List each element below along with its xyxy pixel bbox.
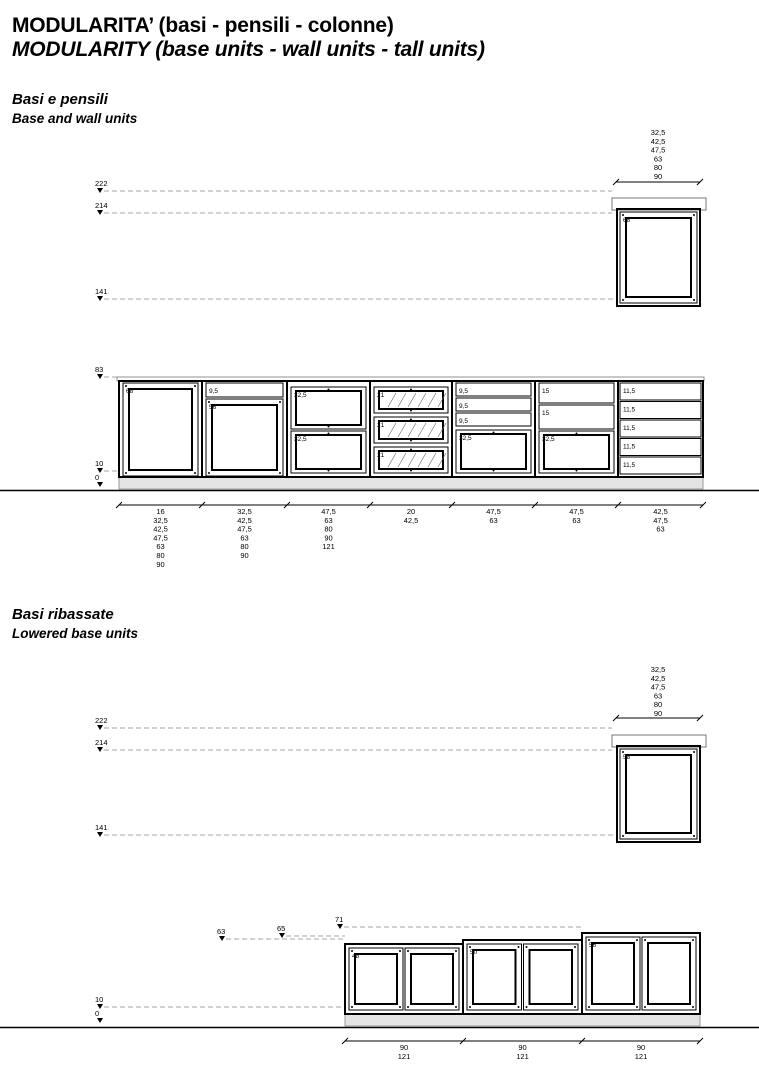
screw-dot xyxy=(574,1006,576,1008)
glass-hatch xyxy=(408,393,416,407)
base-unit-width-value: 20 xyxy=(406,507,416,516)
glass-hatch xyxy=(388,423,396,437)
screw-dot xyxy=(410,389,412,391)
wall-unit-width-value: 42,5 xyxy=(650,136,666,146)
section1-title-english: Base and wall units xyxy=(12,111,138,126)
level2-63-label: 63 xyxy=(217,927,226,936)
base-unit-width-value: 90 xyxy=(156,559,165,569)
title-english: MODULARITY (base units - wall units - tall units) xyxy=(12,38,485,61)
wall-unit-door-2 xyxy=(620,749,697,839)
screw-dot xyxy=(399,1006,401,1008)
glass-hatch xyxy=(388,393,396,407)
glass-hatch xyxy=(428,423,436,437)
title-italian: MODULARITA’ (basi - pensili - colonne) xyxy=(12,14,394,37)
screw-dot xyxy=(279,472,281,474)
level-marker xyxy=(97,374,103,379)
section2-title-english: Lowered base units xyxy=(12,626,139,641)
base-unit-width-value: 32,5 xyxy=(237,507,252,516)
base-unit-shallow-drawer-size-label: 11,5 xyxy=(623,462,636,469)
base-unit-width-value: 80 xyxy=(240,542,249,552)
level-10-label: 10 xyxy=(95,459,104,468)
screw-dot xyxy=(574,946,576,948)
screw-dot xyxy=(208,401,210,403)
section1-title-italian: Basi e pensili xyxy=(12,91,108,108)
base-unit-width-value: 42,5 xyxy=(653,507,668,516)
base-unit-width-value: 90 xyxy=(324,533,333,543)
level-marker xyxy=(337,924,343,929)
screw-dot xyxy=(194,472,196,474)
base-unit-medium-drawer xyxy=(539,383,614,403)
plinth-2 xyxy=(345,1014,700,1026)
screw-dot xyxy=(693,299,695,301)
base-unit-door-size-label: 68 xyxy=(126,388,134,395)
lowered-base-unit-door-left-size-label: 56 xyxy=(589,942,597,949)
level-marker xyxy=(97,296,103,301)
screw-dot xyxy=(469,946,471,948)
screw-dot xyxy=(588,1006,590,1008)
screw-dot xyxy=(526,1006,528,1008)
wall-unit-width-value: 63 xyxy=(653,154,663,164)
screw-dot xyxy=(692,1006,694,1008)
level-141-label: 141 xyxy=(95,287,108,296)
glass-hatch xyxy=(398,393,406,407)
screw-dot xyxy=(526,946,528,948)
level2-71-label: 71 xyxy=(335,915,344,924)
screw-dot xyxy=(125,472,127,474)
lowered-base-unit-width-value: 121 xyxy=(516,1051,529,1061)
base-unit-shallow-drawer-size-label: 11,5 xyxy=(623,443,636,451)
base-unit-width-value: 42,5 xyxy=(237,515,252,525)
screw-dot xyxy=(328,389,330,391)
screw-dot xyxy=(351,950,353,952)
screw-dot xyxy=(194,385,196,387)
base-unit-width-value: 63 xyxy=(156,542,165,552)
base-unit-width-value: 63 xyxy=(489,515,498,525)
glass-hatch xyxy=(418,393,426,407)
lowered-base-unit-door-left-inner xyxy=(592,943,634,1004)
screw-dot xyxy=(636,1006,638,1008)
base-unit-medium-drawer-size-label: 15 xyxy=(542,410,550,417)
level-marker xyxy=(97,482,103,487)
lowered-base-unit-door-right xyxy=(524,944,579,1010)
lowered-base-unit-door-right-inner xyxy=(530,950,573,1004)
glass-hatch xyxy=(398,453,406,467)
glass-hatch xyxy=(418,423,426,437)
base-unit-width-value: 47,5 xyxy=(153,533,168,543)
base-unit-width-value: 63 xyxy=(324,515,333,525)
screw-dot xyxy=(328,470,330,472)
screw-dot xyxy=(644,939,646,941)
base-unit-width-value: 80 xyxy=(156,551,165,560)
base-unit-width-value: 32,5 xyxy=(153,515,168,525)
level-marker xyxy=(97,725,103,730)
base-unit-width-value: 47,5 xyxy=(569,507,584,516)
level-0-label: 0 xyxy=(95,473,100,482)
screw-dot xyxy=(493,470,495,472)
screw-dot xyxy=(410,440,412,442)
wall-unit-width-value-2: 90 xyxy=(653,709,663,718)
level2-214-label: 214 xyxy=(95,738,108,747)
screw-dot xyxy=(576,433,578,435)
screw-dot xyxy=(622,214,624,216)
base-unit-width-value: 42,5 xyxy=(153,524,168,534)
base-unit-small-drawer-size-label: 9,5 xyxy=(459,418,469,425)
lowered-base-unit-door-left-size-label: 48 xyxy=(352,953,360,960)
screw-dot xyxy=(410,449,412,451)
screw-dot xyxy=(636,939,638,941)
level2-65-label: 65 xyxy=(277,924,286,933)
base-unit-width-value: 80 xyxy=(324,524,333,534)
wall-unit-door-2-size-label: 58 xyxy=(623,754,631,761)
section2-title-italian: Basi ribassate xyxy=(12,606,114,623)
lowered-base-unit-carcass xyxy=(463,940,582,1014)
base-unit-width-value: 16 xyxy=(156,507,165,516)
screw-dot xyxy=(693,835,695,837)
level-marker xyxy=(219,936,225,941)
screw-dot xyxy=(328,433,330,435)
base-unit-drawer-size-label: 32,5 xyxy=(294,436,307,443)
wall-unit-width-value-2: 32,5 xyxy=(650,665,666,674)
base-unit-glass-drawer-size-label: 21 xyxy=(377,452,385,459)
level-222-label: 222 xyxy=(95,179,108,188)
screw-dot xyxy=(328,426,330,428)
base-run-carcass xyxy=(119,381,703,477)
screw-dot xyxy=(407,1006,409,1008)
lowered-base-unit-door-left-inner xyxy=(473,950,516,1004)
base-unit-width-value: 47,5 xyxy=(486,507,501,516)
plinth xyxy=(119,477,703,489)
glass-hatch xyxy=(408,423,416,437)
level-marker xyxy=(97,210,103,215)
screw-dot xyxy=(410,419,412,421)
screw-dot xyxy=(693,751,695,753)
screw-dot xyxy=(469,1006,471,1008)
base-unit-shallow-drawer-size-label: 11,5 xyxy=(623,425,636,432)
base-unit-top-drawer-size-label: 9,5 xyxy=(209,388,219,395)
base-unit-small-drawer-size-label: 9,5 xyxy=(459,403,469,410)
base-unit-width-value: 47,5 xyxy=(321,507,336,516)
lowered-base-unit-door-right-inner xyxy=(411,954,453,1004)
level-83-label: 83 xyxy=(95,365,104,374)
base-unit-width-value: 63 xyxy=(656,524,665,534)
screw-dot xyxy=(125,385,127,387)
glass-hatch xyxy=(428,453,436,467)
wall-unit-width-value: 80 xyxy=(653,163,663,173)
wall-unit-door-inner xyxy=(626,218,691,297)
screw-dot xyxy=(588,939,590,941)
screw-dot xyxy=(622,299,624,301)
base-unit-door-inner xyxy=(212,405,277,470)
screw-dot xyxy=(622,751,624,753)
screw-dot xyxy=(693,214,695,216)
base-unit-door xyxy=(206,399,283,476)
wall-unit-width-value: 32,5 xyxy=(650,128,666,137)
base-unit-width-value: 47,5 xyxy=(653,515,668,525)
wall-unit-width-value: 47,5 xyxy=(650,145,666,155)
wall-unit-width-value-2: 42,5 xyxy=(650,673,666,683)
level-marker xyxy=(279,933,285,938)
level2-0-label: 0 xyxy=(95,1009,100,1018)
base-unit-drawer-size-label: 32,5 xyxy=(294,392,307,399)
base-unit-shallow-drawer-size-label: 11,5 xyxy=(623,406,636,414)
base-unit-width-value: 121 xyxy=(322,542,335,552)
base-unit-small-drawer-size-label: 9,5 xyxy=(459,388,469,395)
screw-dot xyxy=(410,410,412,412)
screw-dot xyxy=(576,470,578,472)
screw-dot xyxy=(493,432,495,434)
wall-unit-width-value: 90 xyxy=(653,172,663,181)
base-unit-width-value: 47,5 xyxy=(237,524,252,534)
wall-unit-door-size-label: 68 xyxy=(623,217,631,224)
lowered-base-unit-width-value: 90 xyxy=(636,1043,646,1052)
wall-unit-width-value-2: 80 xyxy=(653,700,663,710)
screw-dot xyxy=(518,1006,520,1008)
base-unit-width-value: 63 xyxy=(572,515,581,525)
glass-hatch xyxy=(428,393,436,407)
lowered-base-unit-door-left-inner xyxy=(355,954,397,1004)
base-unit-drawer-size-label: 32,5 xyxy=(459,435,472,442)
screw-dot xyxy=(622,835,624,837)
screw-dot xyxy=(279,401,281,403)
base-unit-glass-drawer-size-label: 21 xyxy=(377,392,385,399)
wall-unit-door-2-inner xyxy=(626,755,691,833)
base-unit-width-value: 63 xyxy=(240,533,249,543)
screw-dot xyxy=(692,939,694,941)
screw-dot xyxy=(208,472,210,474)
screw-dot xyxy=(644,1006,646,1008)
lowered-base-unit-door-right-inner xyxy=(648,943,690,1004)
level-marker xyxy=(97,1018,103,1023)
base-unit-drawer-size-label: 32,5 xyxy=(542,436,555,443)
lowered-base-unit-door-right xyxy=(405,948,459,1010)
glass-hatch xyxy=(408,453,416,467)
base-unit-door-inner xyxy=(129,389,192,470)
screw-dot xyxy=(399,950,401,952)
wall-unit-door xyxy=(620,212,697,303)
screw-dot xyxy=(455,1006,457,1008)
wall-unit-width-value-2: 63 xyxy=(653,691,663,701)
level-214-label: 214 xyxy=(95,201,108,210)
base-unit-shallow-drawer-size-label: 11,5 xyxy=(623,388,636,395)
lowered-base-unit-door-right xyxy=(642,937,696,1010)
glass-hatch xyxy=(388,453,396,467)
level-marker xyxy=(97,188,103,193)
screw-dot xyxy=(455,950,457,952)
screw-dot xyxy=(410,470,412,472)
lowered-base-unit-carcass xyxy=(582,933,700,1014)
level-marker xyxy=(97,747,103,752)
base-unit-width-value: 90 xyxy=(240,551,249,560)
level-marker xyxy=(97,832,103,837)
level2-10-label: 10 xyxy=(95,995,104,1004)
wall-unit-width-value-2: 47,5 xyxy=(650,682,666,692)
lowered-base-unit-width-value: 121 xyxy=(397,1051,411,1061)
base-unit-medium-drawer xyxy=(539,405,614,429)
lowered-base-unit-door-left-size-label: 50 xyxy=(470,949,478,956)
base-unit-glass-drawer-size-label: 21 xyxy=(377,422,385,429)
glass-hatch xyxy=(398,423,406,437)
screw-dot xyxy=(407,950,409,952)
base-unit-width-value: 42,5 xyxy=(403,515,419,525)
lowered-base-unit-width-value: 90 xyxy=(518,1043,527,1052)
screw-dot xyxy=(518,946,520,948)
lowered-base-unit-width-value: 121 xyxy=(634,1051,648,1061)
level2-222-label: 222 xyxy=(95,716,108,725)
base-unit-medium-drawer-size-label: 15 xyxy=(542,388,550,395)
base-unit-door-size-label: 56 xyxy=(209,404,217,411)
level2-141-label: 141 xyxy=(95,823,108,832)
base-unit-door xyxy=(123,383,198,476)
screw-dot xyxy=(351,1006,353,1008)
glass-hatch xyxy=(418,453,426,467)
lowered-base-unit-width-value: 90 xyxy=(399,1043,409,1052)
